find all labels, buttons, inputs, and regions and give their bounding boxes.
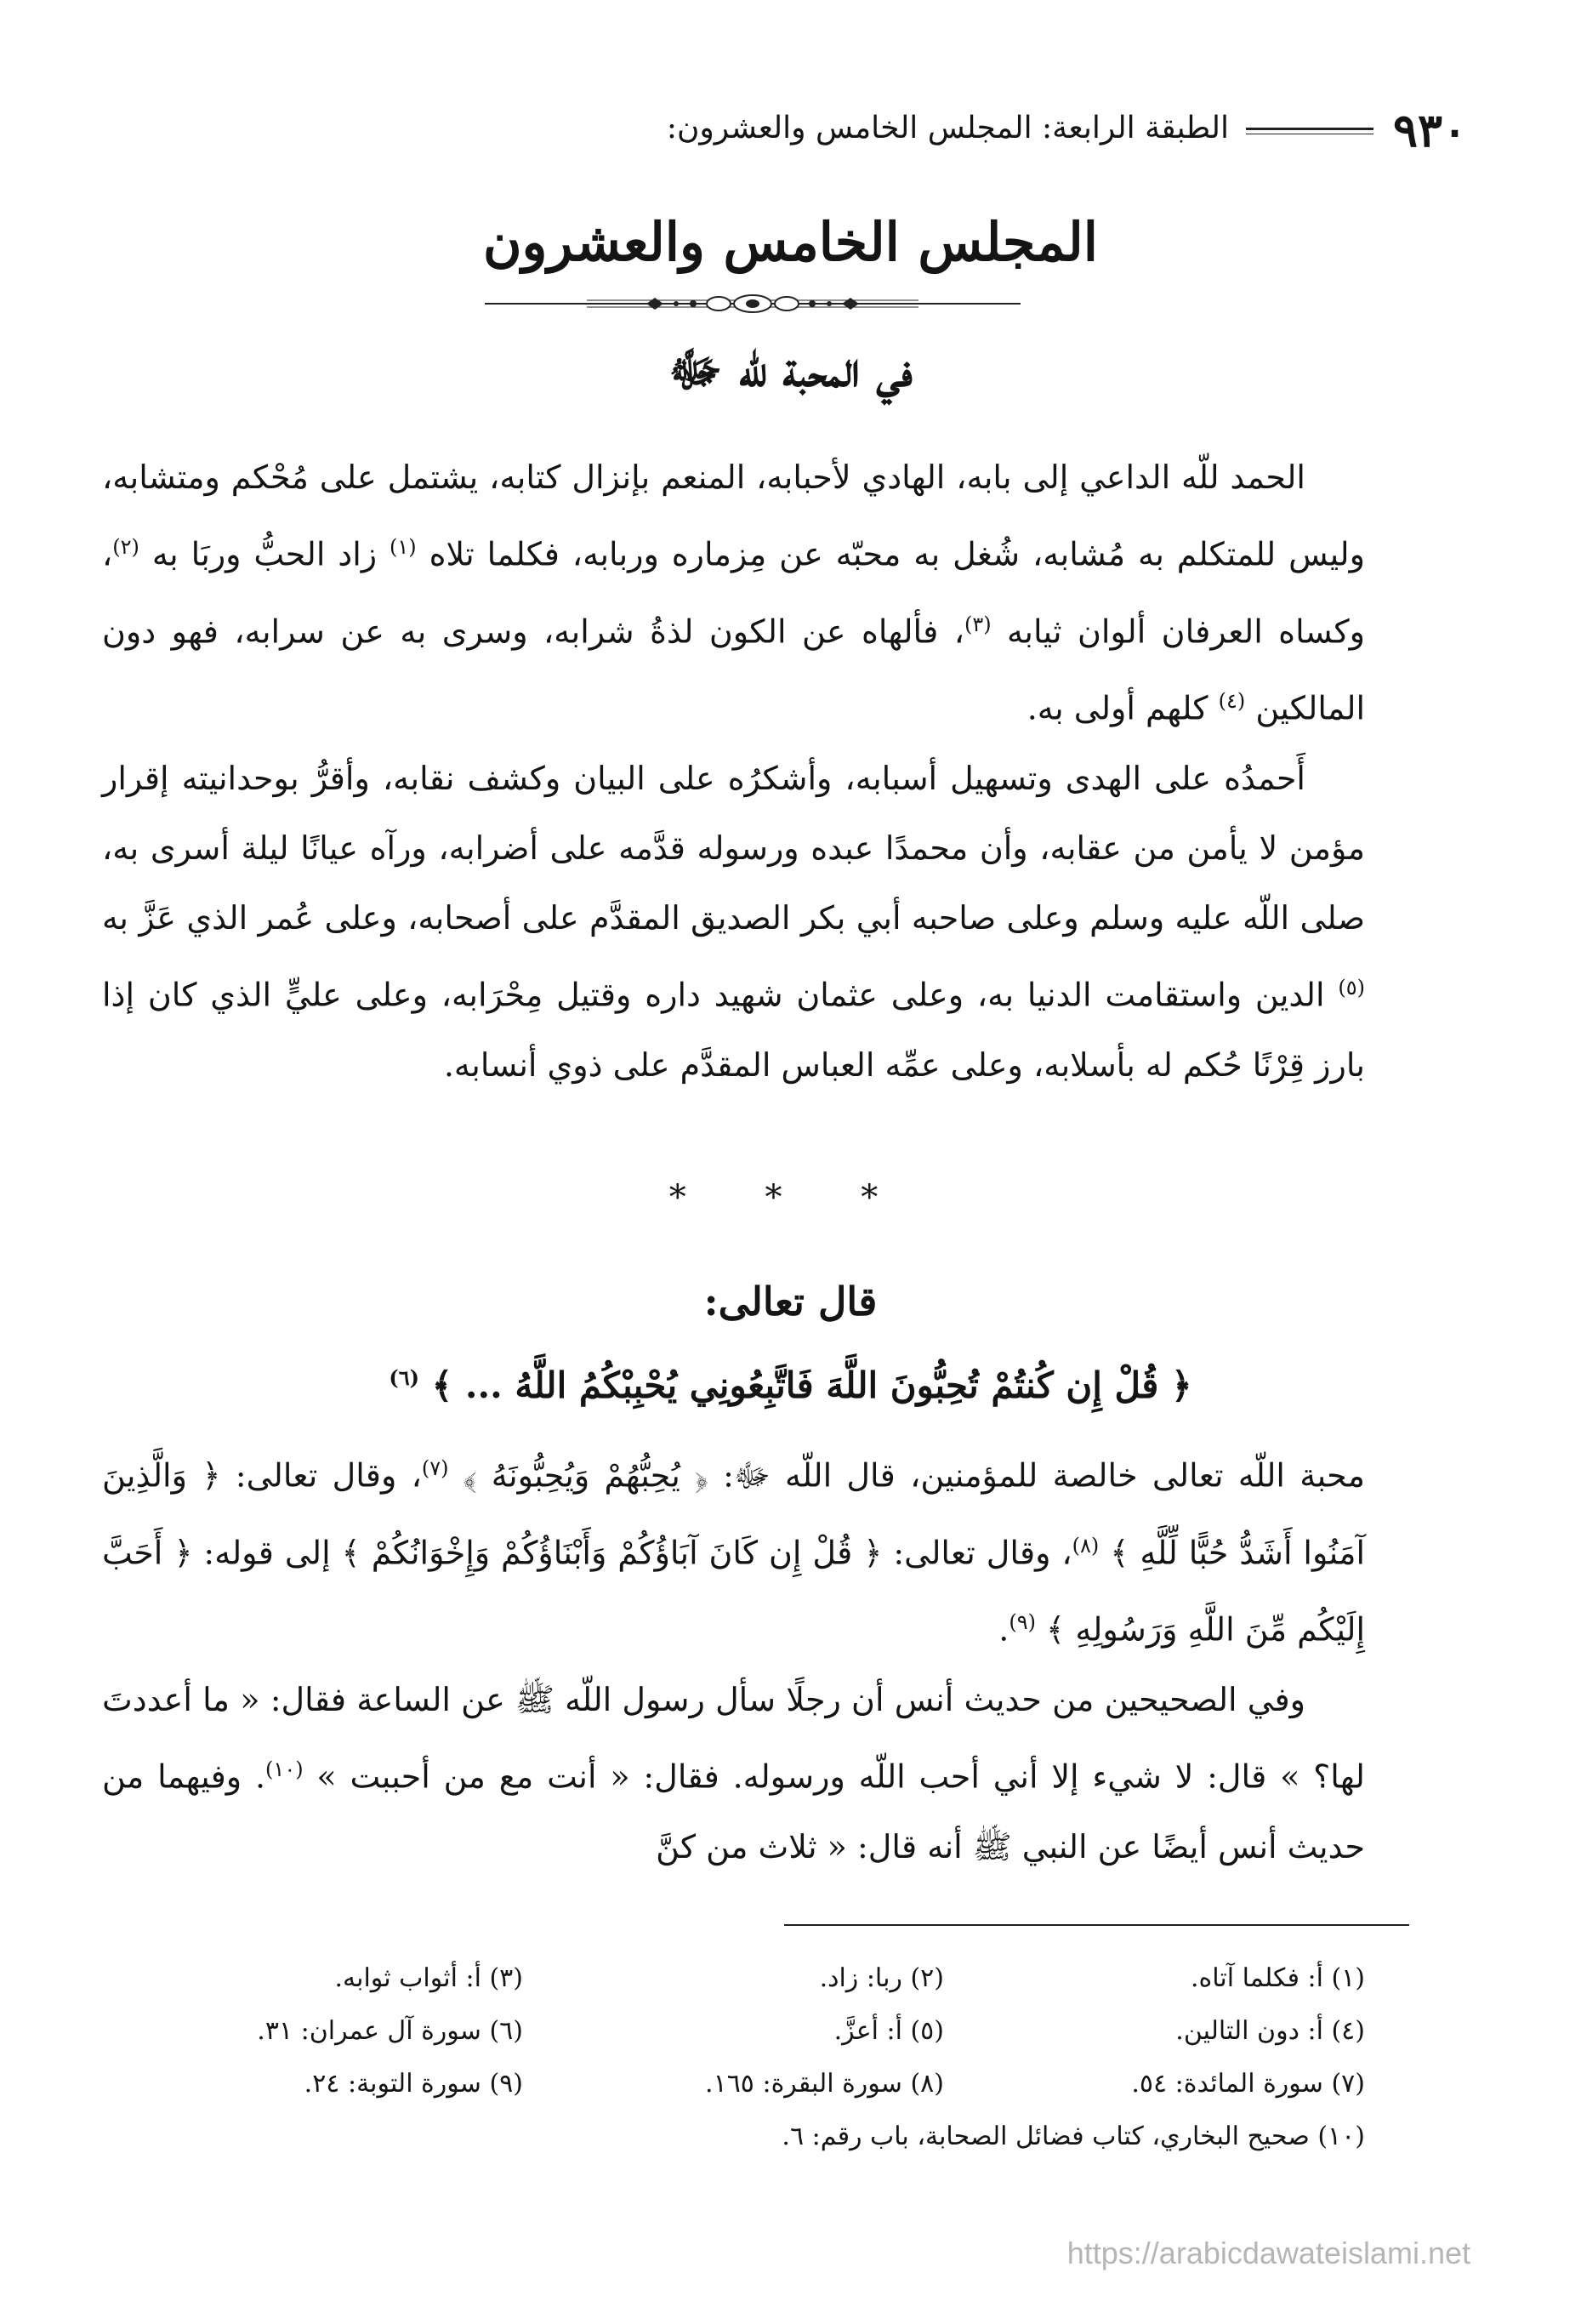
body-text xyxy=(102,442,1365,1100)
paragraph-4 xyxy=(102,1665,1365,1882)
footnote-ref[interactable]: (٧) xyxy=(421,1456,449,1480)
text-run: . وفيهما من حديث أنس أيضًا عن النبي ﷺ أنه قال: « ثلاث من كنَّ xyxy=(102,1757,1365,1865)
footnote-9: (٩) سورة التوبة: ٢٤. xyxy=(304,2069,523,2099)
header-rule xyxy=(1246,128,1373,134)
text-run: زاد الحبُّ وربَا به xyxy=(151,535,378,573)
running-header xyxy=(115,100,1467,160)
footnote-ref[interactable]: (٤) xyxy=(1218,689,1246,714)
chapter-title: المجلس الخامس والعشرون xyxy=(483,211,1098,273)
text-run: كلهم أولى به. xyxy=(1027,689,1208,727)
text-run: محبة اللّه تعالى خالصة للمؤمنين، قال اللّه ﷻ: ﴿ يُحِبُّهُمْ وَيُحِبُّونَهُ ﴾ xyxy=(463,1456,1365,1495)
footnote-ref[interactable]: (١٠) xyxy=(265,1757,304,1781)
section-heading: قال تعالى: xyxy=(703,1279,878,1324)
footnote-divider xyxy=(784,1924,1409,1926)
text-run: ، وقال تعالى: ﴿ قُلْ إِن كَانَ آبَاؤُكُمْ وَأَبْنَاؤُكُمْ وَإِخْوَانُكُمْ ﴾ إلى قوله: ﴿ أَحَبَّ إِلَيْكُم مِّنَ اللَّهِ وَرَسُولِهِ ﴾ xyxy=(102,1534,1365,1649)
footnote-ref[interactable]: (٥) xyxy=(1338,975,1365,1000)
footnote-6: (٦) سورة آل عمران: ٣١. xyxy=(257,2016,523,2046)
quran-verse xyxy=(0,1340,1581,1424)
section-separator: * * * xyxy=(668,1178,913,1217)
footnote-ref[interactable]: (٢) xyxy=(112,535,139,559)
text-run: ، وقال تعالى: ﴿ وَالَّذِينَ آمَنُوا أَشَدُّ حُبًّا لِّلَّهِ ﴾ xyxy=(102,1456,1365,1572)
footnote-ref[interactable]: (٦) xyxy=(389,1365,419,1390)
footnote-2: (٢) ربا: زاد. xyxy=(819,1963,944,1993)
body-text-2 xyxy=(102,1433,1365,1882)
footnote-ref[interactable]: (٣) xyxy=(964,612,992,636)
footnote-10: (١٠) صحيح البخاري، كتاب فضائل الصحابة، باب رقم: ٦. xyxy=(782,2122,1365,2151)
footnote-row xyxy=(102,2005,1365,2058)
footnote-row xyxy=(102,2058,1365,2110)
paragraph-3 xyxy=(102,1433,1365,1665)
text-run: أَحمدُه على الهدى وتسهيل أسبابه، وأشكرُه على البيان وكشف نقابه، وأقرُّ بوحدانيته إقرار مؤمن لا يأمن من عقابه، وأن محمدًا عبده ورسوله قدَّمه على أضرابه، ورآه عيانًا ليلة أسرى به، صلى اللّه عليه وسلم وعلى صاحبه أبي بكر الصديق المقدَّم على أصحابه، وعلى عُمر الذي عَزَّ به xyxy=(102,759,1365,937)
footnote-ref[interactable]: (٨) xyxy=(1072,1533,1100,1558)
running-title: الطبقة الرابعة: المجلس الخامس والعشرون: xyxy=(666,111,1229,145)
text-run: الحمد للّه الداعي إلى بابه، الهادي لأحبابه، المنعم بإنزال كتابه، يشتمل على مُحْكم ومتشابه، وليس للمتكلم به مُشابه، شُغل به محبّه عن مِزماره وربابه، فكلما تلاه xyxy=(102,459,1365,573)
text-run: وفي الصحيحين من حديث أنس أن رجلًا سأل رسول اللّه ﷺ عن الساعة فقال: « ما أعددتَ لها؟ » قال: لا شيء إلا أني أحب اللّه ورسوله. فقال: « أنت مع من أحببت » xyxy=(102,1680,1365,1796)
footnote-row xyxy=(102,1952,1365,2005)
text-run: . xyxy=(998,1610,1009,1649)
footnote-ref[interactable]: (٩) xyxy=(1009,1610,1036,1635)
footnote-3: (٣) أ: أثواب ثوابه. xyxy=(334,1963,523,1993)
footnote-5: (٥) أ: أعزَّ. xyxy=(833,2016,944,2046)
text-run: ، وكساه العرفان ألوان ثيابه xyxy=(102,535,1365,651)
chapter-subtitle: في المحبة للّه ﷻ xyxy=(668,342,913,398)
page-number: ٩٣٠ xyxy=(1392,103,1467,157)
text-run: ، فألهاه عن الكون لذةُ شرابه، وسرى به عن سرابه، فهو دون المالكين xyxy=(102,612,1365,727)
footnote-8: (٨) سورة البقرة: ١٦٥. xyxy=(705,2069,944,2099)
source-watermark: https://arabicdawateislami.net xyxy=(1066,2236,1470,2270)
paragraph-2 xyxy=(102,743,1365,1100)
footnote-ref[interactable]: (١) xyxy=(390,535,417,559)
ornament-divider-icon xyxy=(485,291,1021,316)
footnotes xyxy=(102,1952,1365,2163)
verse-text: ﴿ قُلْ إِن كُنتُمْ تُحِبُّونَ اللَّهَ فَاتَّبِعُونِي يُحْبِبْكُمُ اللَّهُ ... ﴾ xyxy=(431,1364,1192,1406)
footnote-7: (٧) سورة المائدة: ٥٤. xyxy=(1131,2069,1365,2099)
footnote-row xyxy=(102,2110,1365,2163)
footnote-4: (٤) أ: دون التالين. xyxy=(1175,2016,1365,2046)
footnote-1: (١) أ: فكلما آتاه. xyxy=(1190,1963,1365,1993)
paragraph-1 xyxy=(102,442,1365,743)
text-run: الدين واستقامت الدنيا به، وعلى عثمان شهيد داره وقتيل مِحْرَابه، وعلى عليٍّ الذي كان إذا بارز قِرْنًا حُكم له بأسلابه، وعلى عمِّه العباس المقدَّم على ذوي أنسابه. xyxy=(102,976,1365,1084)
